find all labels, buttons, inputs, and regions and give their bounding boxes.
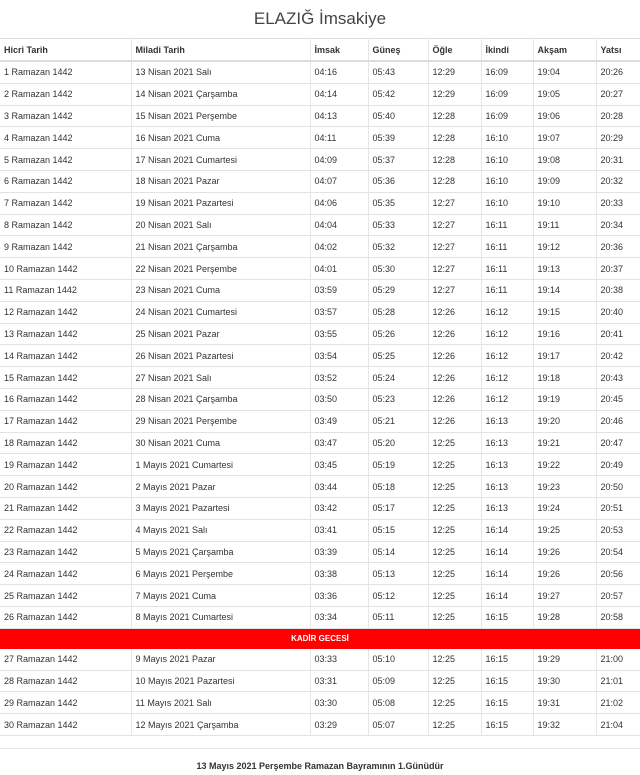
table-cell: 19:10 xyxy=(533,192,596,214)
table-cell: 12:28 xyxy=(428,149,481,171)
table-cell: 19:12 xyxy=(533,236,596,258)
table-cell: 27 Nisan 2021 Salı xyxy=(131,367,310,389)
table-cell: 19 Ramazan 1442 xyxy=(0,454,131,476)
table-cell: 03:34 xyxy=(310,606,368,628)
table-cell: 19:19 xyxy=(533,388,596,410)
table-cell: 23 Nisan 2021 Cuma xyxy=(131,279,310,301)
table-cell: 12:25 xyxy=(428,649,481,670)
table-cell: 16:14 xyxy=(481,541,533,563)
table-cell: 05:09 xyxy=(368,670,428,692)
table-cell: 16:12 xyxy=(481,323,533,345)
table-cell: 16:09 xyxy=(481,105,533,127)
table-row xyxy=(0,301,640,323)
table-cell: 21:00 xyxy=(596,649,640,670)
table-row xyxy=(0,497,640,519)
table-cell: 19:30 xyxy=(533,670,596,692)
table-row xyxy=(0,476,640,498)
table-cell: 19:06 xyxy=(533,105,596,127)
table-cell: 20:29 xyxy=(596,127,640,149)
table-row xyxy=(0,105,640,127)
table-cell: 21:02 xyxy=(596,692,640,714)
table-row xyxy=(0,170,640,192)
table-cell: 05:39 xyxy=(368,127,428,149)
table-cell: 19:16 xyxy=(533,323,596,345)
table-row xyxy=(0,432,640,454)
table-cell: 12:26 xyxy=(428,367,481,389)
table-cell: 25 Nisan 2021 Pazar xyxy=(131,323,310,345)
table-cell: 1 Mayıs 2021 Cumartesi xyxy=(131,454,310,476)
table-cell: 19:15 xyxy=(533,301,596,323)
table-row xyxy=(0,236,640,258)
table-cell: 16:10 xyxy=(481,192,533,214)
table-cell: 24 Nisan 2021 Cumartesi xyxy=(131,301,310,323)
table-cell: 19 Nisan 2021 Pazartesi xyxy=(131,192,310,214)
table-cell: 23 Ramazan 1442 xyxy=(0,541,131,563)
table-cell: 12:27 xyxy=(428,192,481,214)
table-cell: 18 Nisan 2021 Pazar xyxy=(131,170,310,192)
table-cell: 12:25 xyxy=(428,497,481,519)
table-cell: 05:24 xyxy=(368,367,428,389)
table-cell: 16 Nisan 2021 Cuma xyxy=(131,127,310,149)
table-cell: 12:25 xyxy=(428,432,481,454)
table-row xyxy=(0,410,640,432)
table-cell: 05:28 xyxy=(368,301,428,323)
table-cell: 12:26 xyxy=(428,410,481,432)
table-row xyxy=(0,714,640,736)
table-cell: 12:25 xyxy=(428,606,481,628)
table-cell: 20:56 xyxy=(596,563,640,585)
table-cell: 20:32 xyxy=(596,170,640,192)
table-cell: 20:36 xyxy=(596,236,640,258)
table-cell: 10 Ramazan 1442 xyxy=(0,258,131,280)
table-cell: 12:27 xyxy=(428,236,481,258)
table-cell: 20 Nisan 2021 Salı xyxy=(131,214,310,236)
table-cell: 20:47 xyxy=(596,432,640,454)
table-cell: 16:13 xyxy=(481,432,533,454)
table-cell: 03:50 xyxy=(310,388,368,410)
table-cell: 6 Mayıs 2021 Perşembe xyxy=(131,563,310,585)
table-cell: 19:26 xyxy=(533,563,596,585)
table-cell: 16:09 xyxy=(481,61,533,83)
table-cell: 20:46 xyxy=(596,410,640,432)
table-cell: 21 Ramazan 1442 xyxy=(0,497,131,519)
table-cell: 03:55 xyxy=(310,323,368,345)
table-cell: 29 Nisan 2021 Perşembe xyxy=(131,410,310,432)
table-cell: 16:15 xyxy=(481,649,533,670)
table-cell: 19:28 xyxy=(533,606,596,628)
table-cell: 12:29 xyxy=(428,61,481,83)
table-cell: 19:11 xyxy=(533,214,596,236)
table-cell: 16:10 xyxy=(481,149,533,171)
table-cell: 05:08 xyxy=(368,692,428,714)
table-cell: 05:18 xyxy=(368,476,428,498)
table-row xyxy=(0,454,640,476)
table-cell: 3 Ramazan 1442 xyxy=(0,105,131,127)
table-cell: 20:37 xyxy=(596,258,640,280)
table-cell: 16:15 xyxy=(481,692,533,714)
table-cell: 21:01 xyxy=(596,670,640,692)
table-cell: 03:41 xyxy=(310,519,368,541)
table-cell: 20:45 xyxy=(596,388,640,410)
table-row xyxy=(0,692,640,714)
footer-note: 13 Mayıs 2021 Perşembe Ramazan Bayramının 1.Günüdür xyxy=(0,748,640,771)
table-cell: 04:13 xyxy=(310,105,368,127)
table-cell: 12:25 xyxy=(428,454,481,476)
table-cell: 7 Ramazan 1442 xyxy=(0,192,131,214)
table-cell: 12:26 xyxy=(428,388,481,410)
table-cell: 04:01 xyxy=(310,258,368,280)
table-cell: 19:20 xyxy=(533,410,596,432)
table-cell: 13 Nisan 2021 Salı xyxy=(131,61,310,83)
table-cell: 24 Ramazan 1442 xyxy=(0,563,131,585)
table-cell: 20:58 xyxy=(596,606,640,628)
table-cell: 16:10 xyxy=(481,127,533,149)
imsakiye-table xyxy=(0,38,640,736)
table-cell: 05:13 xyxy=(368,563,428,585)
table-row xyxy=(0,149,640,171)
table-cell: 22 Nisan 2021 Perşembe xyxy=(131,258,310,280)
table-cell: 20:42 xyxy=(596,345,640,367)
table-cell: 20:54 xyxy=(596,541,640,563)
col-header-yatsi: Yatsı xyxy=(596,39,640,62)
table-cell: 16:12 xyxy=(481,388,533,410)
table-cell: 19:08 xyxy=(533,149,596,171)
table-cell: 03:59 xyxy=(310,279,368,301)
table-row xyxy=(0,585,640,607)
table-cell: 12:27 xyxy=(428,258,481,280)
table-cell: 05:37 xyxy=(368,149,428,171)
table-cell: 05:23 xyxy=(368,388,428,410)
table-cell: 9 Ramazan 1442 xyxy=(0,236,131,258)
table-cell: 03:57 xyxy=(310,301,368,323)
table-cell: 16:11 xyxy=(481,236,533,258)
table-cell: 14 Nisan 2021 Çarşamba xyxy=(131,83,310,105)
table-row xyxy=(0,541,640,563)
table-cell: 30 Ramazan 1442 xyxy=(0,714,131,736)
table-cell: 12:29 xyxy=(428,83,481,105)
table-cell: 04:07 xyxy=(310,170,368,192)
table-row xyxy=(0,192,640,214)
kadir-gecesi-row xyxy=(0,628,640,649)
table-cell: 04:06 xyxy=(310,192,368,214)
table-cell: 03:42 xyxy=(310,497,368,519)
table-cell: 12:26 xyxy=(428,323,481,345)
table-cell: 16:13 xyxy=(481,454,533,476)
col-header-aksam: Akşam xyxy=(533,39,596,62)
col-header-imsak: İmsak xyxy=(310,39,368,62)
table-cell: 12:27 xyxy=(428,279,481,301)
table-cell: 20:50 xyxy=(596,476,640,498)
table-cell: 20:57 xyxy=(596,585,640,607)
table-cell: 19:21 xyxy=(533,432,596,454)
table-cell: 19:22 xyxy=(533,454,596,476)
table-cell: 20:31 xyxy=(596,149,640,171)
table-cell: 12:28 xyxy=(428,127,481,149)
table-cell: 5 Mayıs 2021 Çarşamba xyxy=(131,541,310,563)
table-cell: 1 Ramazan 1442 xyxy=(0,61,131,83)
table-cell: 05:20 xyxy=(368,432,428,454)
table-cell: 16:11 xyxy=(481,214,533,236)
table-cell: 2 Ramazan 1442 xyxy=(0,83,131,105)
table-cell: 20:27 xyxy=(596,83,640,105)
table-row xyxy=(0,258,640,280)
table-cell: 19:14 xyxy=(533,279,596,301)
table-cell: 16:15 xyxy=(481,714,533,736)
table-cell: 20:41 xyxy=(596,323,640,345)
table-cell: 05:35 xyxy=(368,192,428,214)
table-row xyxy=(0,127,640,149)
table-cell: 05:32 xyxy=(368,236,428,258)
table-cell: 03:38 xyxy=(310,563,368,585)
table-cell: 7 Mayıs 2021 Cuma xyxy=(131,585,310,607)
table-cell: 12 Mayıs 2021 Çarşamba xyxy=(131,714,310,736)
table-cell: 19:07 xyxy=(533,127,596,149)
table-cell: 16:13 xyxy=(481,476,533,498)
table-cell: 3 Mayıs 2021 Pazartesi xyxy=(131,497,310,519)
table-cell: 19:24 xyxy=(533,497,596,519)
table-cell: 12:27 xyxy=(428,214,481,236)
table-cell: 15 Nisan 2021 Perşembe xyxy=(131,105,310,127)
table-cell: 9 Mayıs 2021 Pazar xyxy=(131,649,310,670)
table-cell: 20:28 xyxy=(596,105,640,127)
table-cell: 05:19 xyxy=(368,454,428,476)
table-cell: 21:04 xyxy=(596,714,640,736)
table-cell: 03:29 xyxy=(310,714,368,736)
table-cell: 19:29 xyxy=(533,649,596,670)
table-row xyxy=(0,214,640,236)
table-cell: 04:04 xyxy=(310,214,368,236)
col-header-ogle: Öğle xyxy=(428,39,481,62)
table-cell: 17 Nisan 2021 Cumartesi xyxy=(131,149,310,171)
table-cell: 04:16 xyxy=(310,61,368,83)
table-cell: 04:02 xyxy=(310,236,368,258)
table-row xyxy=(0,61,640,83)
page-title: ELAZIĞ İmsakiye xyxy=(253,9,387,28)
table-cell: 21 Nisan 2021 Çarşamba xyxy=(131,236,310,258)
table-row xyxy=(0,323,640,345)
table-cell: 12:25 xyxy=(428,476,481,498)
table-cell: 20:38 xyxy=(596,279,640,301)
table-cell: 05:15 xyxy=(368,519,428,541)
table-cell: 05:43 xyxy=(368,61,428,83)
table-cell: 20 Ramazan 1442 xyxy=(0,476,131,498)
table-cell: 03:54 xyxy=(310,345,368,367)
table-row xyxy=(0,670,640,692)
table-cell: 04:11 xyxy=(310,127,368,149)
table-cell: 26 Ramazan 1442 xyxy=(0,606,131,628)
table-cell: 12:28 xyxy=(428,105,481,127)
col-header-miladi: Miladi Tarih xyxy=(131,39,310,62)
table-cell: 05:25 xyxy=(368,345,428,367)
table-cell: 05:33 xyxy=(368,214,428,236)
table-cell: 26 Nisan 2021 Pazartesi xyxy=(131,345,310,367)
table-cell: 05:12 xyxy=(368,585,428,607)
table-cell: 12:25 xyxy=(428,692,481,714)
table-cell: 19:26 xyxy=(533,541,596,563)
table-row xyxy=(0,388,640,410)
table-cell: 20:43 xyxy=(596,367,640,389)
table-cell: 14 Ramazan 1442 xyxy=(0,345,131,367)
table-cell: 05:36 xyxy=(368,170,428,192)
kadir-gecesi-label: KADİR GECESİ xyxy=(0,628,640,649)
table-cell: 16:12 xyxy=(481,301,533,323)
table-cell: 16:15 xyxy=(481,670,533,692)
table-cell: 05:26 xyxy=(368,323,428,345)
table-row xyxy=(0,83,640,105)
table-cell: 12:25 xyxy=(428,714,481,736)
table-cell: 18 Ramazan 1442 xyxy=(0,432,131,454)
table-row xyxy=(0,563,640,585)
table-cell: 19:27 xyxy=(533,585,596,607)
table-cell: 5 Ramazan 1442 xyxy=(0,149,131,171)
table-row xyxy=(0,279,640,301)
table-cell: 17 Ramazan 1442 xyxy=(0,410,131,432)
table-cell: 16:12 xyxy=(481,345,533,367)
table-cell: 03:45 xyxy=(310,454,368,476)
table-cell: 03:44 xyxy=(310,476,368,498)
table-row xyxy=(0,345,640,367)
table-cell: 20:51 xyxy=(596,497,640,519)
table-cell: 12:25 xyxy=(428,585,481,607)
table-cell: 20:33 xyxy=(596,192,640,214)
table-cell: 19:17 xyxy=(533,345,596,367)
table-cell: 03:49 xyxy=(310,410,368,432)
table-cell: 19:23 xyxy=(533,476,596,498)
table-cell: 19:05 xyxy=(533,83,596,105)
table-cell: 12:26 xyxy=(428,301,481,323)
table-cell: 03:33 xyxy=(310,649,368,670)
table-cell: 04:14 xyxy=(310,83,368,105)
table-cell: 05:17 xyxy=(368,497,428,519)
table-cell: 05:42 xyxy=(368,83,428,105)
table-cell: 19:04 xyxy=(533,61,596,83)
table-cell: 19:18 xyxy=(533,367,596,389)
table-header-row xyxy=(0,39,640,62)
table-cell: 20:40 xyxy=(596,301,640,323)
table-row xyxy=(0,606,640,628)
table-cell: 16:13 xyxy=(481,410,533,432)
table-cell: 16 Ramazan 1442 xyxy=(0,388,131,410)
table-cell: 16:12 xyxy=(481,367,533,389)
table-cell: 12:25 xyxy=(428,541,481,563)
table-cell: 8 Ramazan 1442 xyxy=(0,214,131,236)
table-cell: 05:10 xyxy=(368,649,428,670)
table-cell: 13 Ramazan 1442 xyxy=(0,323,131,345)
table-cell: 11 Ramazan 1442 xyxy=(0,279,131,301)
table-body xyxy=(0,61,640,735)
table-cell: 16:14 xyxy=(481,585,533,607)
table-row xyxy=(0,649,640,670)
table-cell: 16:14 xyxy=(481,563,533,585)
table-cell: 12:25 xyxy=(428,563,481,585)
table-row xyxy=(0,367,640,389)
table-cell: 16:14 xyxy=(481,519,533,541)
table-cell: 05:30 xyxy=(368,258,428,280)
table-cell: 29 Ramazan 1442 xyxy=(0,692,131,714)
table-cell: 03:52 xyxy=(310,367,368,389)
table-cell: 05:14 xyxy=(368,541,428,563)
table-cell: 16:11 xyxy=(481,258,533,280)
table-cell: 4 Ramazan 1442 xyxy=(0,127,131,149)
table-cell: 16:11 xyxy=(481,279,533,301)
table-cell: 19:31 xyxy=(533,692,596,714)
table-cell: 05:11 xyxy=(368,606,428,628)
table-cell: 2 Mayıs 2021 Pazar xyxy=(131,476,310,498)
table-cell: 04:09 xyxy=(310,149,368,171)
table-cell: 03:47 xyxy=(310,432,368,454)
table-cell: 20:26 xyxy=(596,61,640,83)
col-header-ikindi: İkindi xyxy=(481,39,533,62)
col-header-gunes: Güneş xyxy=(368,39,428,62)
table-cell: 16:15 xyxy=(481,606,533,628)
table-cell: 12:25 xyxy=(428,519,481,541)
table-cell: 03:39 xyxy=(310,541,368,563)
table-cell: 19:25 xyxy=(533,519,596,541)
table-cell: 12:28 xyxy=(428,170,481,192)
table-cell: 05:40 xyxy=(368,105,428,127)
table-row xyxy=(0,519,640,541)
table-cell: 27 Ramazan 1442 xyxy=(0,649,131,670)
table-cell: 20:49 xyxy=(596,454,640,476)
table-cell: 20:53 xyxy=(596,519,640,541)
table-cell: 03:30 xyxy=(310,692,368,714)
table-cell: 12 Ramazan 1442 xyxy=(0,301,131,323)
table-cell: 05:29 xyxy=(368,279,428,301)
table-cell: 10 Mayıs 2021 Pazartesi xyxy=(131,670,310,692)
table-cell: 4 Mayıs 2021 Salı xyxy=(131,519,310,541)
table-cell: 16:09 xyxy=(481,83,533,105)
table-cell: 6 Ramazan 1442 xyxy=(0,170,131,192)
table-cell: 11 Mayıs 2021 Salı xyxy=(131,692,310,714)
table-cell: 22 Ramazan 1442 xyxy=(0,519,131,541)
table-cell: 16:10 xyxy=(481,170,533,192)
col-header-hicri: Hicri Tarih xyxy=(0,39,131,62)
table-cell: 03:31 xyxy=(310,670,368,692)
table-cell: 20:34 xyxy=(596,214,640,236)
table-cell: 25 Ramazan 1442 xyxy=(0,585,131,607)
table-cell: 19:13 xyxy=(533,258,596,280)
table-cell: 8 Mayıs 2021 Cumartesi xyxy=(131,606,310,628)
table-cell: 19:09 xyxy=(533,170,596,192)
table-cell: 05:07 xyxy=(368,714,428,736)
table-cell: 15 Ramazan 1442 xyxy=(0,367,131,389)
table-cell: 16:13 xyxy=(481,497,533,519)
table-cell: 03:36 xyxy=(310,585,368,607)
table-cell: 28 Nisan 2021 Çarşamba xyxy=(131,388,310,410)
table-cell: 12:26 xyxy=(428,345,481,367)
table-cell: 30 Nisan 2021 Cuma xyxy=(131,432,310,454)
table-cell: 05:21 xyxy=(368,410,428,432)
table-cell: 28 Ramazan 1442 xyxy=(0,670,131,692)
table-cell: 19:32 xyxy=(533,714,596,736)
table-cell: 12:25 xyxy=(428,670,481,692)
